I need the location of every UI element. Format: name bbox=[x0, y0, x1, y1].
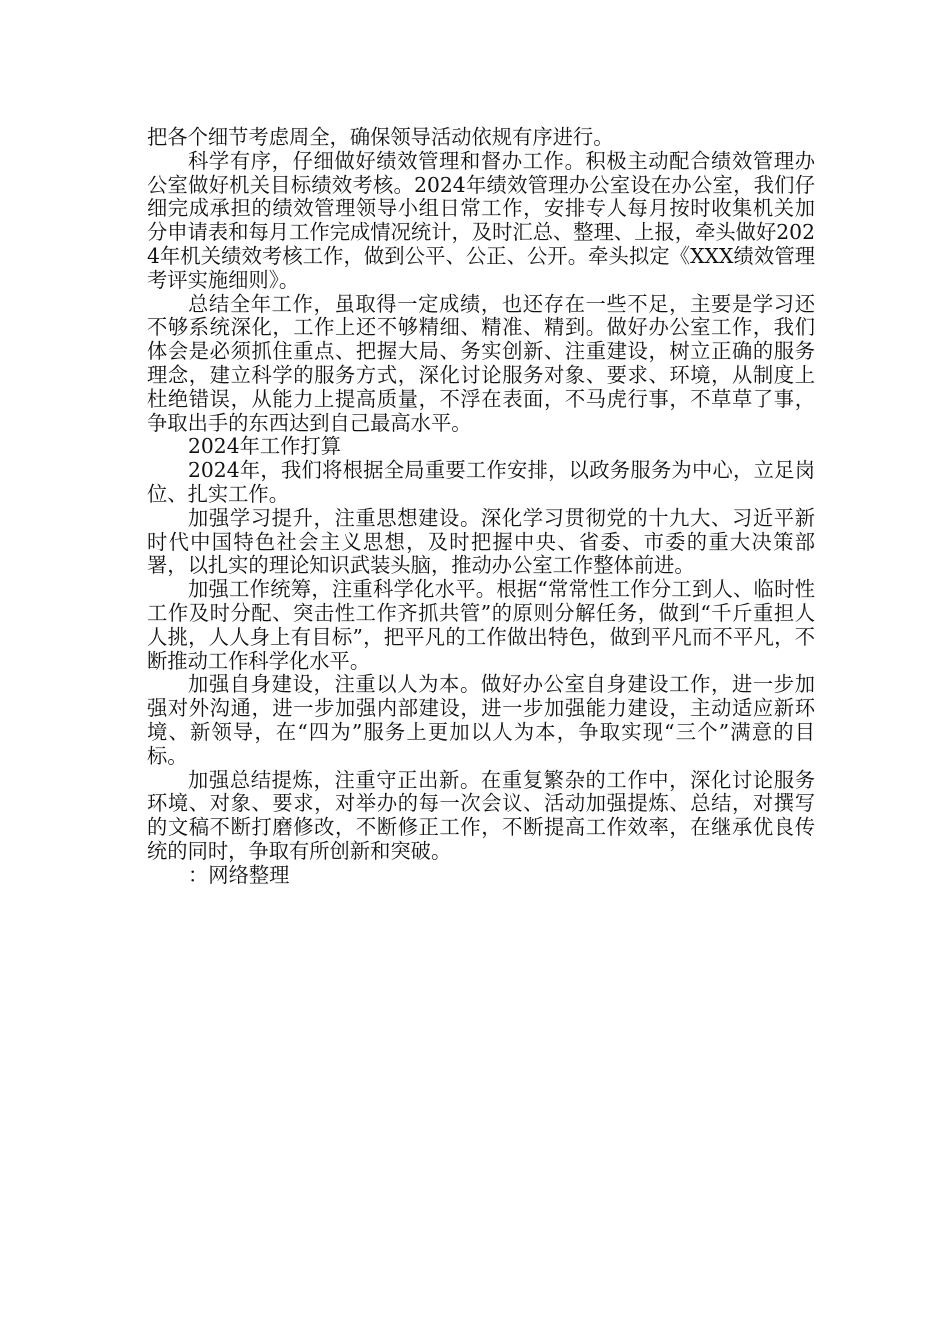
paragraph-summary-innovation: 加强总结提炼，注重守正出新。在重复繁杂的工作中，深化讨论服务环境、对象、要求，对举办的每一次会议、活动加强提炼、总结，对撰写的文稿不断打磨修改，不断修正工作，不断提高工作效率，在继承优良传统的同时，争取有所创新和突破。 bbox=[147, 767, 815, 863]
paragraph-performance-management: 科学有序，仔细做好绩效管理和督办工作。积极主动配合绩效管理办公室做好机关目标绩效考核。2024年绩效管理办公室设在办公室，我们仔细完成承担的绩效管理领导小组日常工作，安排专人每月按时收集机关加分申请表和每月工作完成情况统计，及时汇总、整理、上报，牵头做好2024年机关绩效考核工作，做到公平、公正、公开。牵头拟定《XXX绩效管理考评实施细则》。 bbox=[147, 148, 815, 292]
paragraph-self-building: 加强自身建设，注重以人为本。做好办公室自身建设工作，进一步加强对外沟通，进一步加强内部建设，进一步加强能力建设，主动适应新环境、新领导，在“四为”服务上更加以人为本，争取实现“三个”满意的目标。 bbox=[147, 672, 815, 768]
paragraph-plan-intro: 2024年，我们将根据全局重要工作安排，以政务服务为中心，立足岗位、扎实工作。 bbox=[147, 458, 815, 506]
paragraph-continuation: 把各个细节考虑周全，确保领导活动依规有序进行。 bbox=[147, 125, 614, 149]
section-heading-work-plan: 2024年工作打算 bbox=[188, 434, 342, 459]
paragraph-year-summary: 总结全年工作，虽取得一定成绩，也还存在一些不足，主要是学习还不够系统深化，工作上还不够精细、精准、精到。做好办公室工作，我们体会是必须抓住重点、把握大局、务实创新、注重建设，树立正确的服务理念，建立科学的服务方式，深化讨论服务对象、要求、环境，从制度上杜绝错误，从能力上提高质量，不浮在表面，不马虎行事，不草草了事，争取出手的东西达到自己最高水平。 bbox=[147, 291, 815, 435]
document-page bbox=[147, 126, 815, 888]
paragraph-study: 加强学习提升，注重思想建设。深化学习贯彻党的十九大、习近平新时代中国特色社会主义思想，及时把握中央、省委、市委的重大决策部署，以扎实的理论知识武装头脑，推动办公室工作整体前进。 bbox=[147, 505, 815, 578]
paragraph-coordination: 加强工作统筹，注重科学化水平。根据“常常性工作分工到人、临时性工作及时分配、突击性工作齐抓共管”的原则分解任务，做到“千斤重担人人挑，人人身上有目标”，把平凡的工作做出特色，做到平凡而不平凡，不断推动工作科学化水平。 bbox=[147, 577, 815, 673]
source-note: ：网络整理 bbox=[188, 862, 290, 887]
